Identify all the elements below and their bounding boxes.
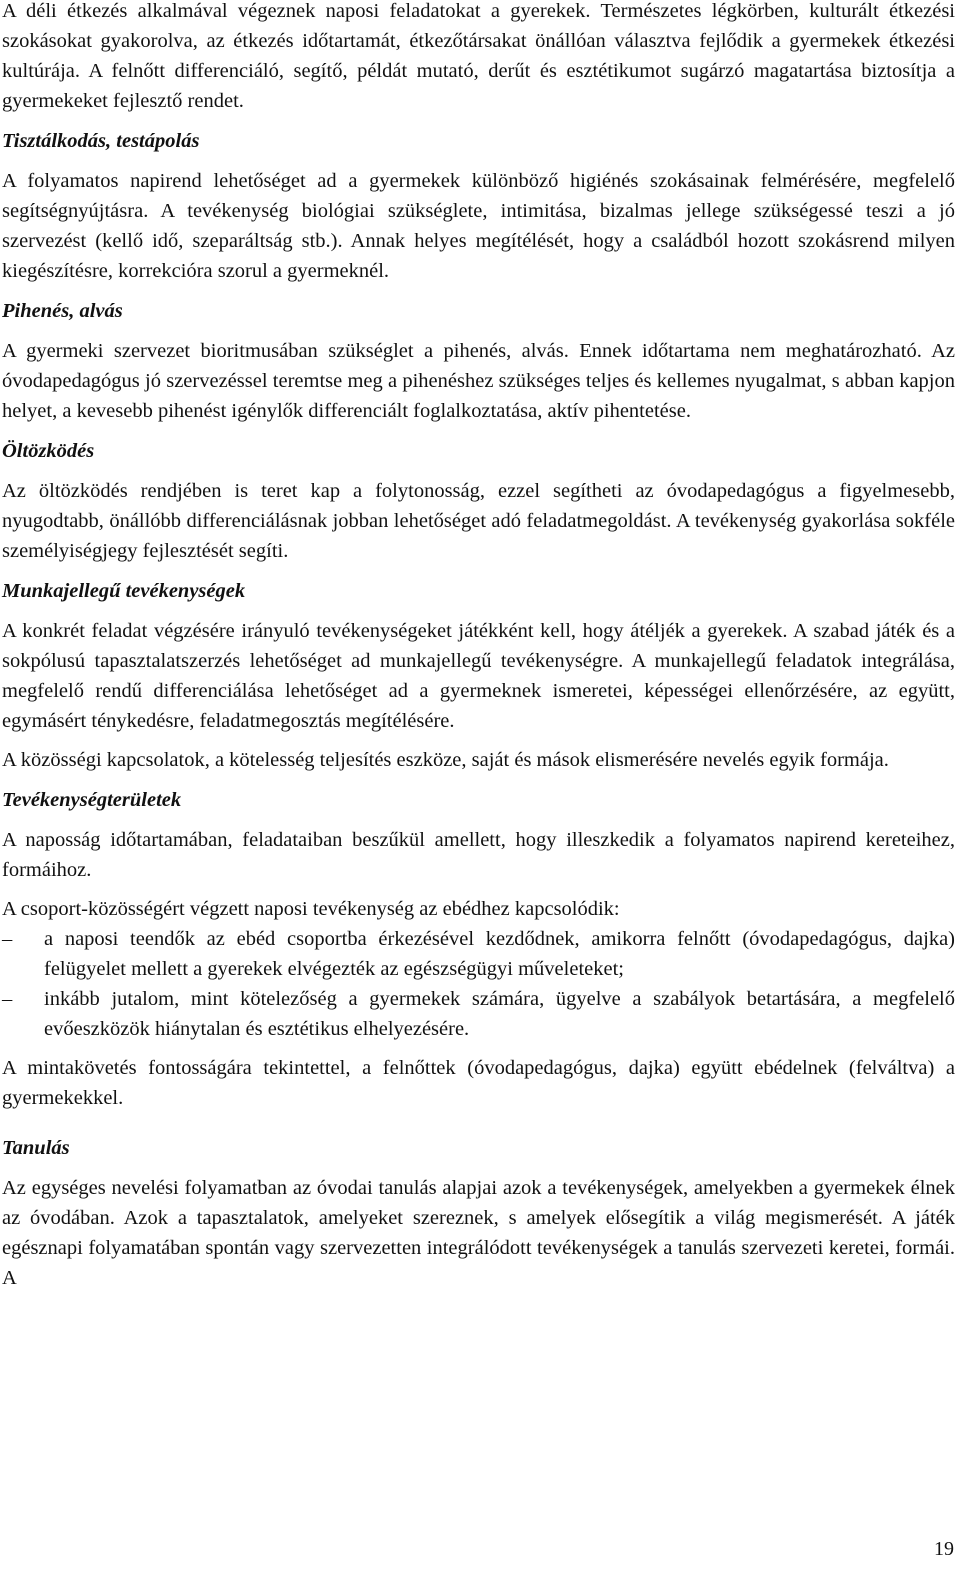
paragraph-tevekenysegteruletek-3: A mintakövetés fontosságára tekintettel, a felnőttek (óvodapedagógus, dajka) együtt ebédelnek (felváltva) a gyermekekkel. bbox=[2, 1057, 955, 1109]
list-item-text: inkább jutalom, mint kötelezőség a gyermekek számára, ügyelve a szabályok betartására, a megfelelő evőeszközök hiánytalan és esztétikus elhelyezésére. bbox=[44, 988, 955, 1040]
heading-tevekenysegteruletek: Tevékenységterületek bbox=[2, 789, 182, 811]
heading-oltozkodes: Öltözködés bbox=[2, 440, 95, 462]
heading-pihenes: Pihenés, alvás bbox=[2, 300, 123, 322]
dash-bullet: – bbox=[2, 988, 13, 1010]
heading-munkajellegu: Munkajellegű tevékenységek bbox=[2, 580, 246, 602]
paragraph-oltozkodes: Az öltözködés rendjében is teret kap a folytonosság, ezzel segítheti az óvodapedagógus a figyelmesebb, nyugodtabb, önállóbb differenciálásnak jobban lehetőséget adó feladatmegoldást. A tevékenység gyakorlása sokféle személyiségjegy fejlesztését segíti. bbox=[2, 480, 955, 562]
paragraph-tanulas: Az egységes nevelési folyamatban az óvodai tanulás alapjai azok a tevékenységek, amelyekben a gyermekek élnek az óvodában. Azok a tapasztalatok, amelyeket szereznek, s amelyek elősegítik a világ megismerését. A játék egésznapi folyamatában spontán vagy szervezetten integrálódott tevékenységek a tanulás szervezeti keretei, formái. A bbox=[2, 1177, 955, 1289]
paragraph-tevekenysegteruletek-2: A csoport-közösségért végzett naposi tevékenység az ebédhez kapcsolódik: bbox=[2, 898, 620, 920]
paragraph-tisztalkodas: A folyamatos napirend lehetőséget ad a gyermekek különböző higiénés szokásainak felmérésére, megfelelő segítségnyújtásra. A tevékenység biológiai szükséglete, intimitása, bizalmas jellege szükségessé teszi a jó szervezést (kellő idő, szeparáltság stb.). Annak helyes megítélését, hogy a családból hozott szokásrend milyen kiegészítésre, korrekcióra szorul a gyermeknél. bbox=[2, 170, 955, 282]
paragraph-tevekenysegteruletek-1: A naposság időtartamában, feladataiban beszűkül amellett, hogy illeszkedik a folyamatos napirend kereteihez, formáihoz. bbox=[2, 829, 955, 881]
list-item bbox=[2, 984, 955, 1044]
intro-paragraph: A déli étkezés alkalmával végeznek naposi feladatokat a gyerekek. Természetes légkörben, kulturált étkezési szokásokat gyakorolva, az étkezés időtartamát, étkezőtársakat önállóan választva fejlődik a gyermekek étkezési kultúrája. A felnőtt differenciáló, segítő, példát mutató, derűt és esztétikumot sugárzó magatartása biztosítja a gyermekeket fejlesztő rendet. bbox=[2, 0, 955, 112]
paragraph-munkajellegu-1: A konkrét feladat végzésére irányuló tevékenységeket játékként kell, hogy átéljék a gyerekek. A szabad játék és a sokpólusú tapasztalatszerzés lehetőséget ad munkajellegű tevékenységre. A munkajellegű feladatok integrálása, megfelelő rendű differenciálása lehetőséget ad a gyermeknek ismeretei, képességei ellenőrzésére, az együtt, egymásért ténykedésre, feladatmegosztás megítélésére. bbox=[2, 620, 955, 732]
paragraph-pihenes: A gyermeki szervezet bioritmusában szükséglet a pihenés, alvás. Ennek időtartama nem meghatározható. Az óvodapedagógus jó szervezéssel teremtse meg a pihenéshez szükséges teljes és kellemes nyugalmat, s abban kapjon helyet, a kevesebb pihenést igénylők differenciált foglalkoztatása, aktív pihentetése. bbox=[2, 340, 955, 422]
page-number: 19 bbox=[934, 1538, 954, 1560]
list-item bbox=[2, 924, 955, 984]
dash-list bbox=[2, 924, 955, 1044]
list-item-text: a naposi teendők az ebéd csoportba érkezésével kezdődnek, amikorra felnőtt (óvodapedagógus, dajka) felügyelet mellett a gyerekek elvégezték az egészségügyi műveleteket; bbox=[44, 928, 955, 980]
dash-bullet: – bbox=[2, 928, 13, 950]
heading-tisztalkodas: Tisztálkodás, testápolás bbox=[2, 130, 200, 152]
paragraph-munkajellegu-2: A közösségi kapcsolatok, a kötelesség teljesítés eszköze, saját és mások elismerésére nevelés egyik formája. bbox=[2, 749, 889, 771]
heading-tanulas: Tanulás bbox=[2, 1137, 70, 1159]
